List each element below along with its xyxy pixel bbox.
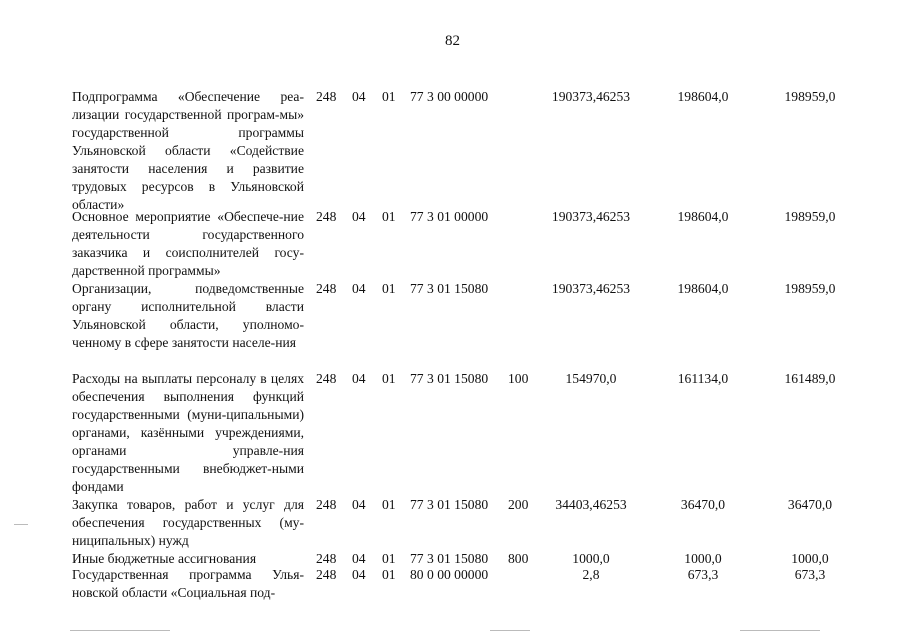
grbs-code: 248 [316,497,337,512]
target-article-code: 80 0 00 00000 [410,567,489,582]
amount-year-1: 190373,46253 [551,281,631,296]
subsection-code: 01 [382,89,396,104]
subsection-code: 01 [382,371,396,386]
target-article-code: 77 3 01 15080 [410,551,489,566]
section-code: 04 [352,497,366,512]
amount-year-1: 1000,0 [572,551,610,566]
subsection-code: 01 [382,567,396,582]
amount-year-2: 673,3 [687,567,719,582]
amount-year-3: 161489,0 [784,371,836,386]
target-article-code: 77 3 01 15080 [410,281,489,296]
expense-type-code: 100 [508,371,529,386]
section-code: 04 [352,371,366,386]
amount-year-2: 161134,0 [677,371,729,386]
target-article-code: 77 3 01 15080 [410,371,489,386]
section-code: 04 [352,89,366,104]
scan-speck [14,524,28,525]
subsection-code: 01 [382,281,396,296]
grbs-code: 248 [316,89,337,104]
row-name: Основное мероприятие «Обеспече-ние деятельности государственного заказчика и соисполнителей госу-дарственной программы» [72,209,304,278]
grbs-code: 248 [316,371,337,386]
section-code: 04 [352,281,366,296]
expense-type-code: 800 [508,551,529,566]
grbs-code: 248 [316,209,337,224]
subsection-code: 01 [382,497,396,512]
section-code: 04 [352,567,366,582]
grbs-code: 248 [316,567,337,582]
amount-year-2: 198604,0 [677,89,729,104]
row-name: Иные бюджетные ассигнования [72,551,257,566]
amount-year-2: 198604,0 [677,209,729,224]
amount-year-3: 36470,0 [787,497,833,512]
target-article-code: 77 3 01 15080 [410,497,489,512]
scan-speck [70,630,170,631]
amount-year-2: 36470,0 [680,497,726,512]
page-number: 82 [445,33,460,49]
section-code: 04 [352,551,366,566]
scan-speck [490,630,530,631]
section-code: 04 [352,209,366,224]
target-article-code: 77 3 00 00000 [410,89,489,104]
amount-year-1: 190373,46253 [551,209,631,224]
amount-year-2: 1000,0 [684,551,722,566]
expense-type-code: 200 [508,497,529,512]
subsection-code: 01 [382,551,396,566]
row-name: Закупка товаров, работ и услуг для обеспечения государственных (му-ниципальных) нужд [72,497,304,548]
subsection-code: 01 [382,209,396,224]
amount-year-1: 2,8 [582,567,600,582]
scan-speck [740,630,820,631]
target-article-code: 77 3 01 00000 [410,209,489,224]
amount-year-3: 198959,0 [784,89,836,104]
amount-year-1: 190373,46253 [551,89,631,104]
row-name: Подпрограмма «Обеспечение реа-лизации государственной програм-мы» государственной программы Ульяновской области «Содействие занятости населения и развитие трудовых ресурсов в Ульяновской области» [72,89,304,212]
row-name: Организации, подведомственные органу исполнительной власти Ульяновской области, уполномо-ченному в сфере занятости населе-ния [72,281,304,350]
amount-year-3: 673,3 [794,567,826,582]
row-name: Расходы на выплаты персоналу в целях обеспечения выполнения функций государственными (муни-ципальными) органами, казёнными учреждениями, органами управле-ния государственными внебюджет-ными фондами [72,371,304,494]
amount-year-1: 34403,46253 [555,497,627,512]
grbs-code: 248 [316,551,337,566]
amount-year-3: 198959,0 [784,281,836,296]
row-name: Государственная программа Улья-новской области «Социальная под- [72,567,304,600]
amount-year-3: 198959,0 [784,209,836,224]
amount-year-1: 154970,0 [565,371,617,386]
amount-year-3: 1000,0 [791,551,829,566]
grbs-code: 248 [316,281,337,296]
amount-year-2: 198604,0 [677,281,729,296]
